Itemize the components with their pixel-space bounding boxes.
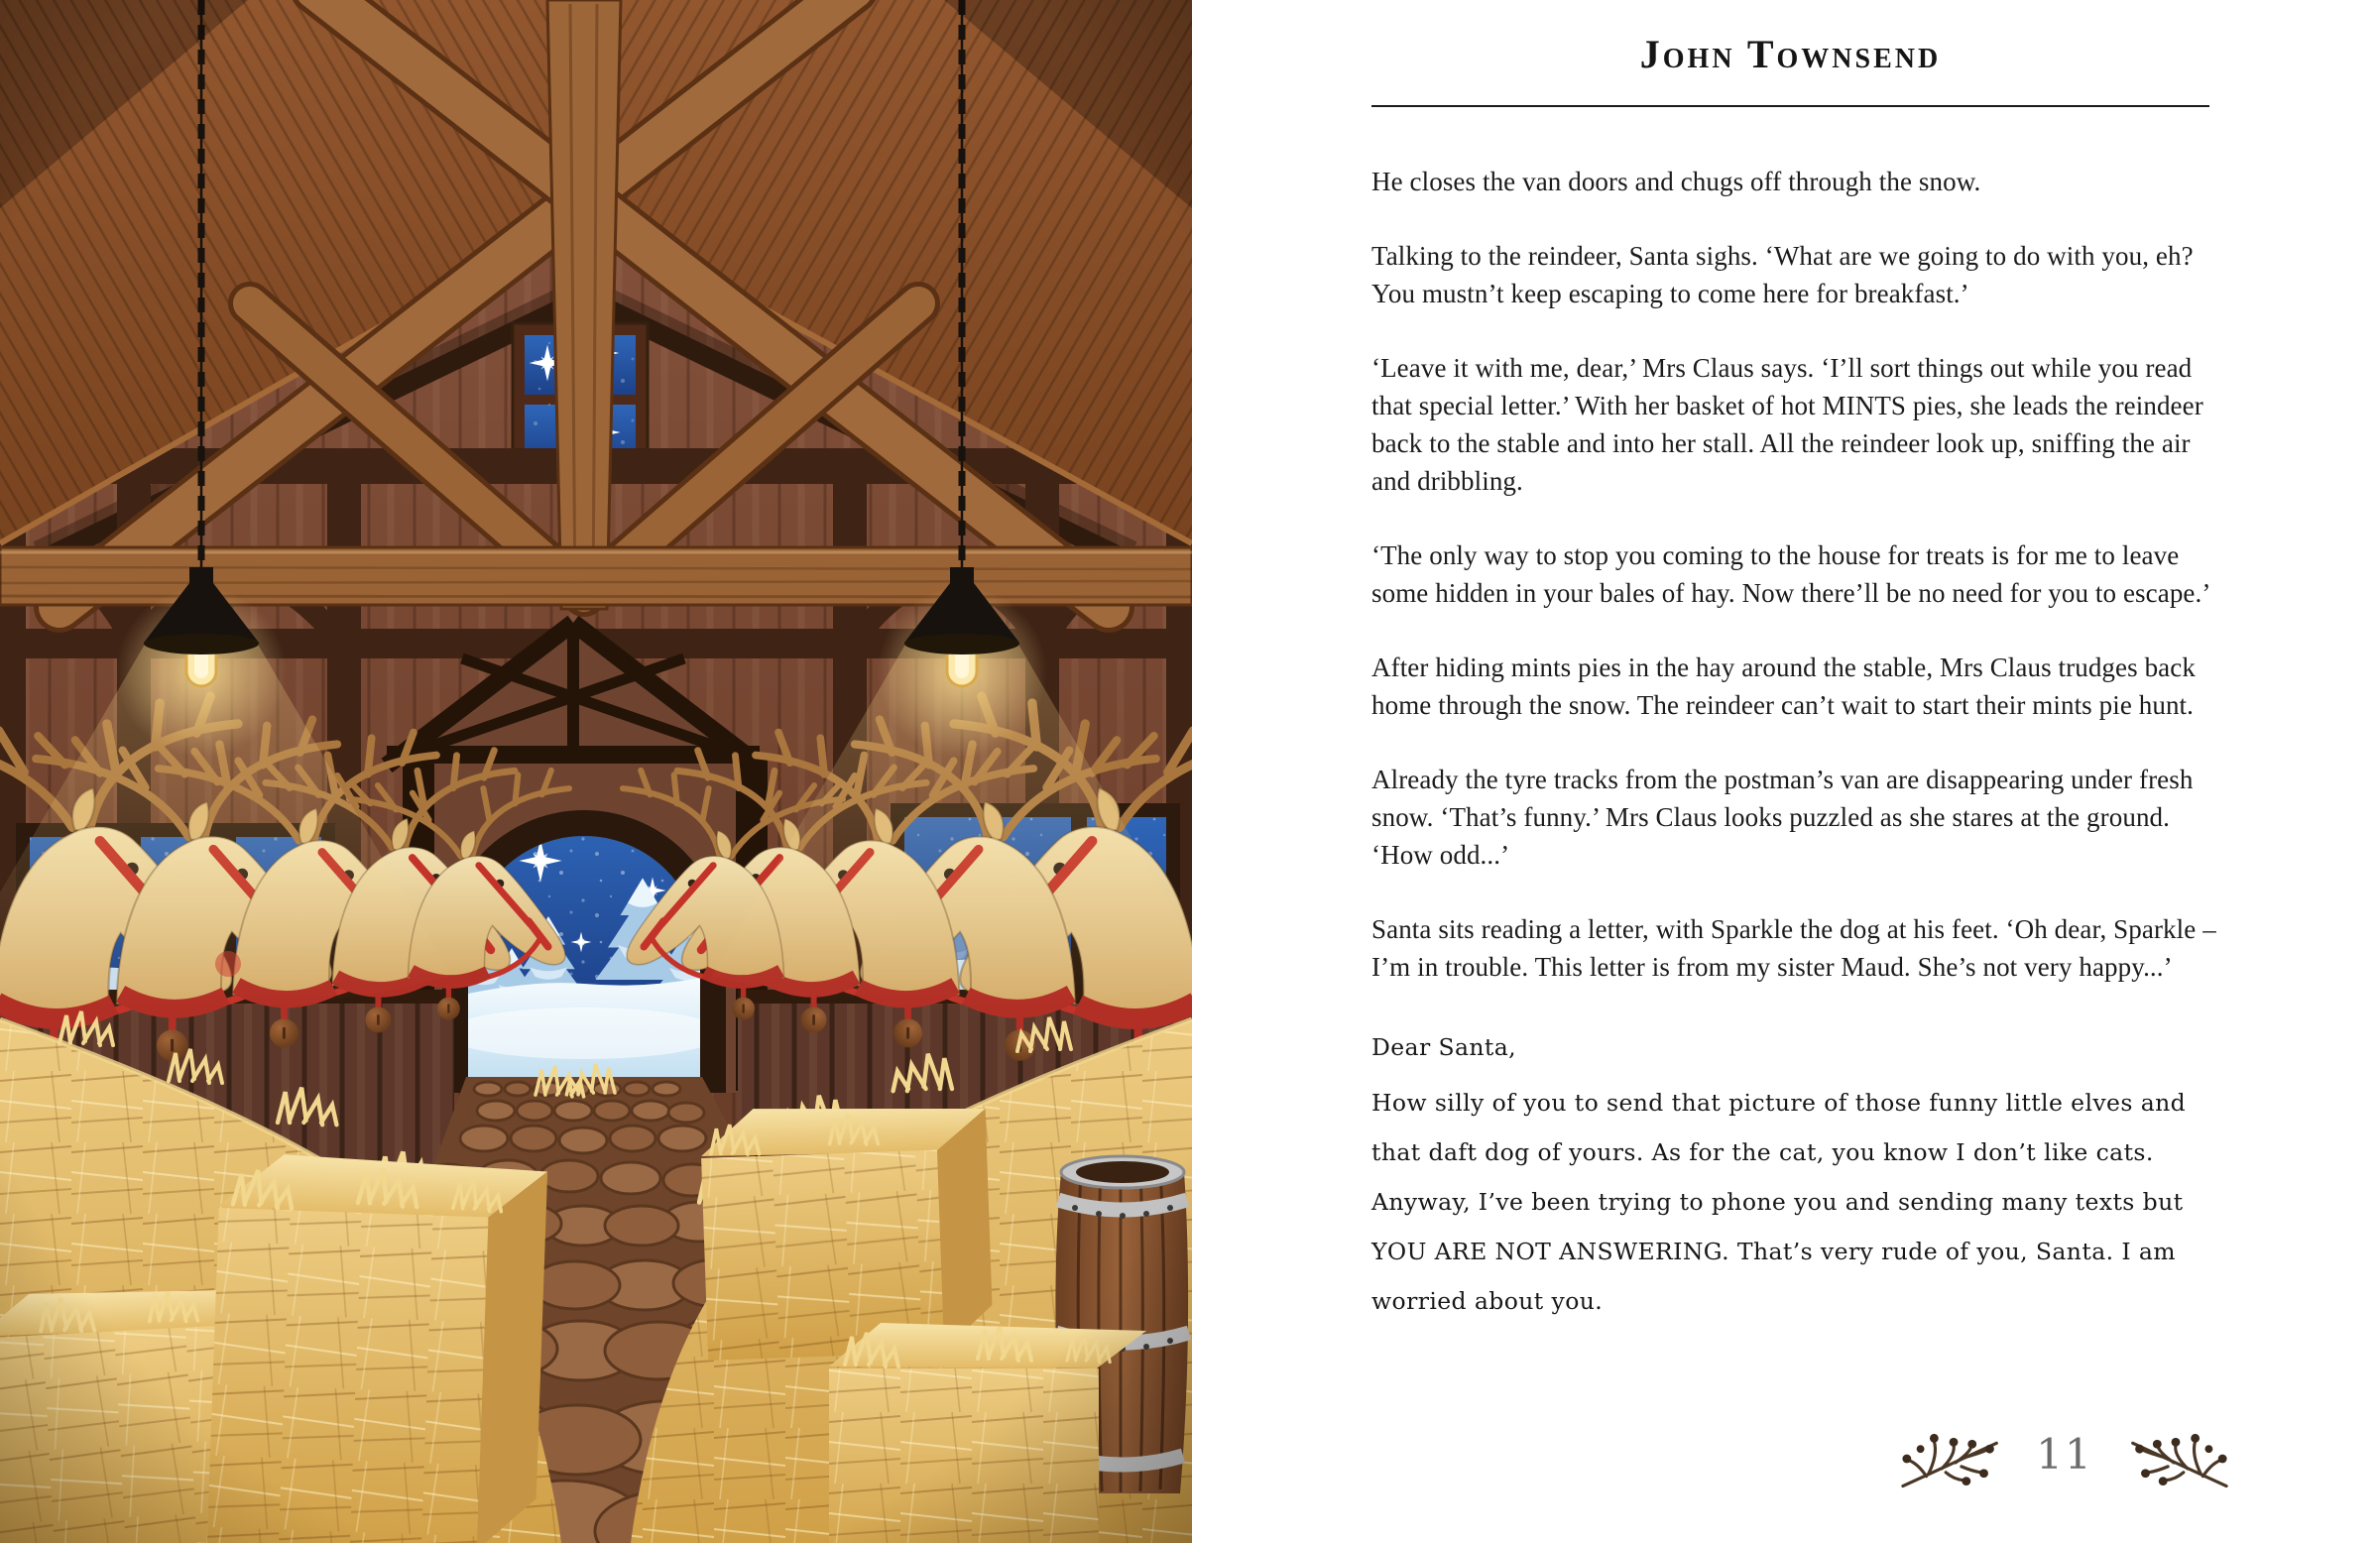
header-rule xyxy=(1371,105,2209,107)
story-paragraph: Santa sits reading a letter, with Sparkle the dog at his feet. ‘Oh dear, Sparkle – I’m in trouble. This letter is from my sister Maud. She’s not very happy...’ xyxy=(1371,914,2216,982)
story-paragraph: Talking to the reindeer, Santa sighs. ‘What are we going to do with you, eh? You mustn’t keep escaping to come here for breakfast.’ xyxy=(1371,241,2194,308)
story-text xyxy=(1371,163,2232,1326)
story-paragraph: After hiding mints pies in the hay around the stable, Mrs Claus trudges back home through the snow. The reindeer can’t wait to start their mints pie hunt. xyxy=(1371,653,2196,720)
story-paragraph: He closes the van doors and chugs off through the snow. xyxy=(1371,167,1981,196)
text-page xyxy=(1192,0,2380,1543)
page-number: 11 xyxy=(2036,1430,2093,1479)
story-paragraph: Already the tyre tracks from the postman’s van are disappearing under fresh snow. ‘That’s funny.’ Mrs Claus looks puzzled as she stares at the ground. ‘How odd...’ xyxy=(1371,765,2194,870)
running-head-author: John Townsend xyxy=(1639,32,1942,76)
story-paragraph: ‘The only way to stop you coming to the house for treats is for me to leave some hidden in your bales of hay. Now there’ll be no need for you to escape.’ xyxy=(1371,540,2211,608)
twig-ornament-right-icon xyxy=(2115,1423,2232,1494)
twig-ornament-left-icon xyxy=(1897,1423,2014,1494)
letter-body: How silly of you to send that picture of those funny little elves and that daft dog of yours. As for the cat, you know I don’t like cats. Anyway, I’ve been trying to phone you and sending many texts but YOU ARE NOT ANSWERING. That’s very rude of you, Santa. I am worried about you. xyxy=(1371,1089,2187,1315)
letter-salutation: Dear Santa, xyxy=(1371,1033,1517,1061)
page-footer xyxy=(1643,1414,2380,1503)
story-paragraph: ‘Leave it with me, dear,’ Mrs Claus says. ‘I’ll sort things out while you read that special letter.’ With her basket of hot MINTS pies, she leads the reindeer back to the stable and into her stall. All the reindeer look up, sniffing the air and dribbling. xyxy=(1371,353,2203,496)
running-head xyxy=(1371,26,2209,83)
